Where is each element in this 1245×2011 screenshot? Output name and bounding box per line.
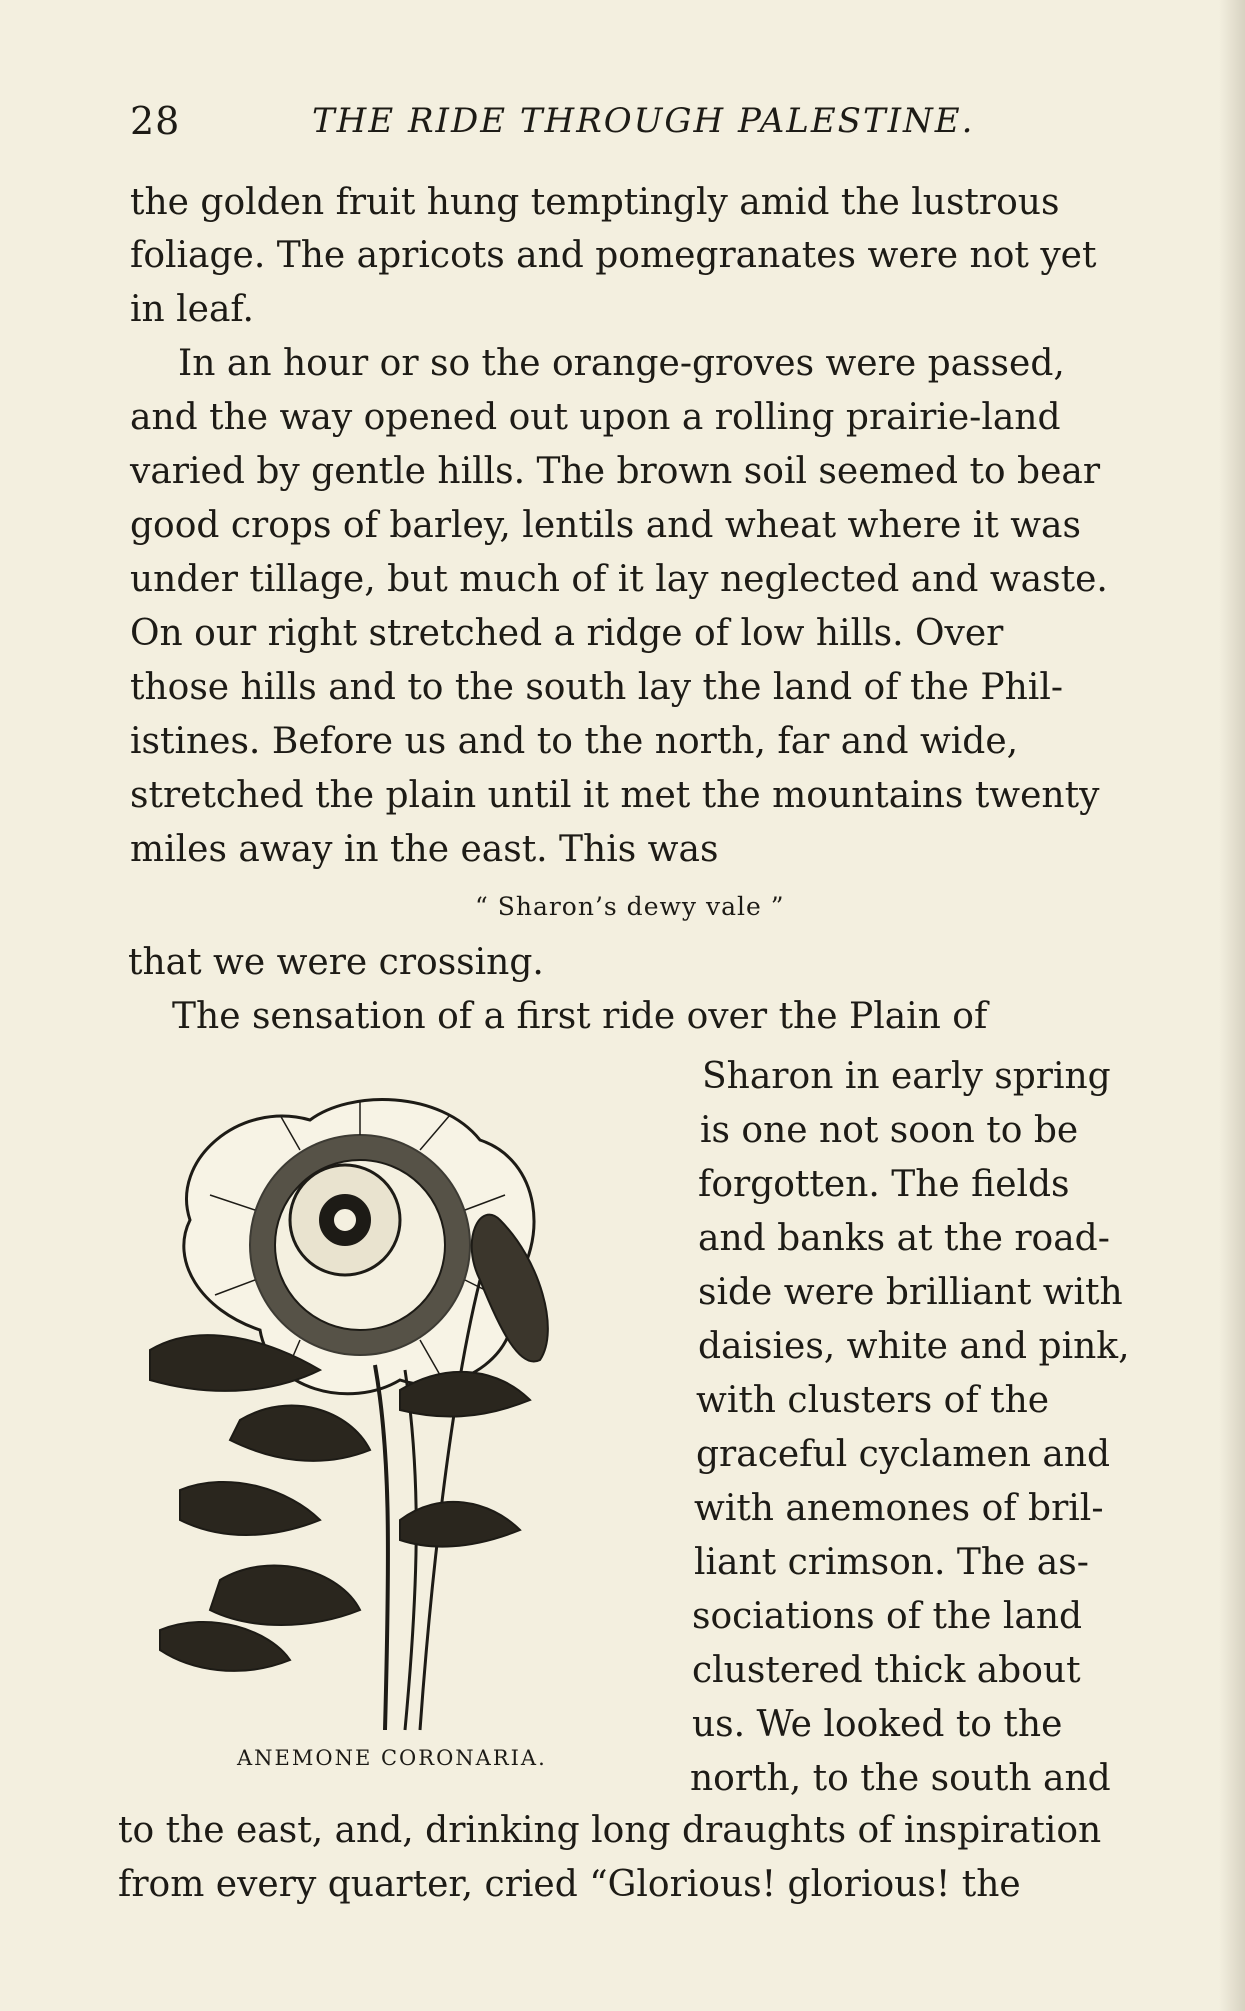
- figure-caption: ANEMONE CORONARIA.: [237, 1746, 547, 1770]
- body-line: those hills and to the south lay the land of the Phil-: [130, 667, 1063, 708]
- body-line: from every quarter, cried “Glorious! glorious! the: [118, 1864, 1021, 1905]
- side-line: graceful cyclamen and: [696, 1434, 1111, 1475]
- running-title: THE RIDE THROUGH PALESTINE.: [312, 101, 975, 141]
- side-line: liant crimson. The as-: [694, 1542, 1089, 1583]
- body-line: good crops of barley, lentils and wheat where it was: [130, 505, 1081, 546]
- side-line: with anemones of bril-: [694, 1488, 1104, 1529]
- side-line: north, to the south and: [690, 1758, 1111, 1799]
- side-line: sociations of the land: [692, 1596, 1083, 1637]
- body-line: miles away in the east. This was: [130, 829, 719, 870]
- body-line: In an hour or so the orange-groves were passed,: [178, 343, 1065, 384]
- running-header: [130, 98, 1060, 148]
- body-line: in leaf.: [130, 289, 254, 330]
- side-line: clustered thick about: [692, 1650, 1081, 1691]
- side-line: is one not soon to be: [700, 1110, 1079, 1151]
- anemone-illustration: [120, 1070, 680, 1740]
- body-line: On our right stretched a ridge of low hills. Over: [130, 613, 1004, 654]
- side-line: daisies, white and pink,: [698, 1326, 1130, 1367]
- side-line: forgotten. The fields: [698, 1164, 1070, 1205]
- body-line: and the way opened out upon a rolling prairie-land: [130, 397, 1061, 438]
- side-line: us. We looked to the: [692, 1704, 1063, 1745]
- body-line: varied by gentle hills. The brown soil seemed to bear: [130, 451, 1101, 492]
- side-line: Sharon in early spring: [702, 1056, 1111, 1097]
- page-edge-shadow: [1219, 0, 1245, 2011]
- body-line: istines. Before us and to the north, far and wide,: [130, 721, 1019, 762]
- body-line: stretched the plain until it met the mountains twenty: [130, 775, 1100, 816]
- block-quote: “ Sharon’s dewy vale ”: [475, 892, 785, 921]
- body-line: that we were crossing.: [128, 942, 544, 983]
- body-line: under tillage, but much of it lay neglected and waste.: [130, 559, 1108, 600]
- body-line: the golden fruit hung temptingly amid the lustrous: [130, 182, 1060, 223]
- side-line: with clusters of the: [696, 1380, 1050, 1421]
- page-number: 28: [130, 99, 181, 143]
- body-line: to the east, and, drinking long draughts of inspiration: [118, 1810, 1102, 1851]
- body-line: The sensation of a first ride over the Plain of: [172, 996, 988, 1037]
- side-line: and banks at the road-: [698, 1218, 1110, 1259]
- body-line: foliage. The apricots and pomegranates were not yet: [130, 235, 1097, 276]
- side-line: side were brilliant with: [698, 1272, 1123, 1313]
